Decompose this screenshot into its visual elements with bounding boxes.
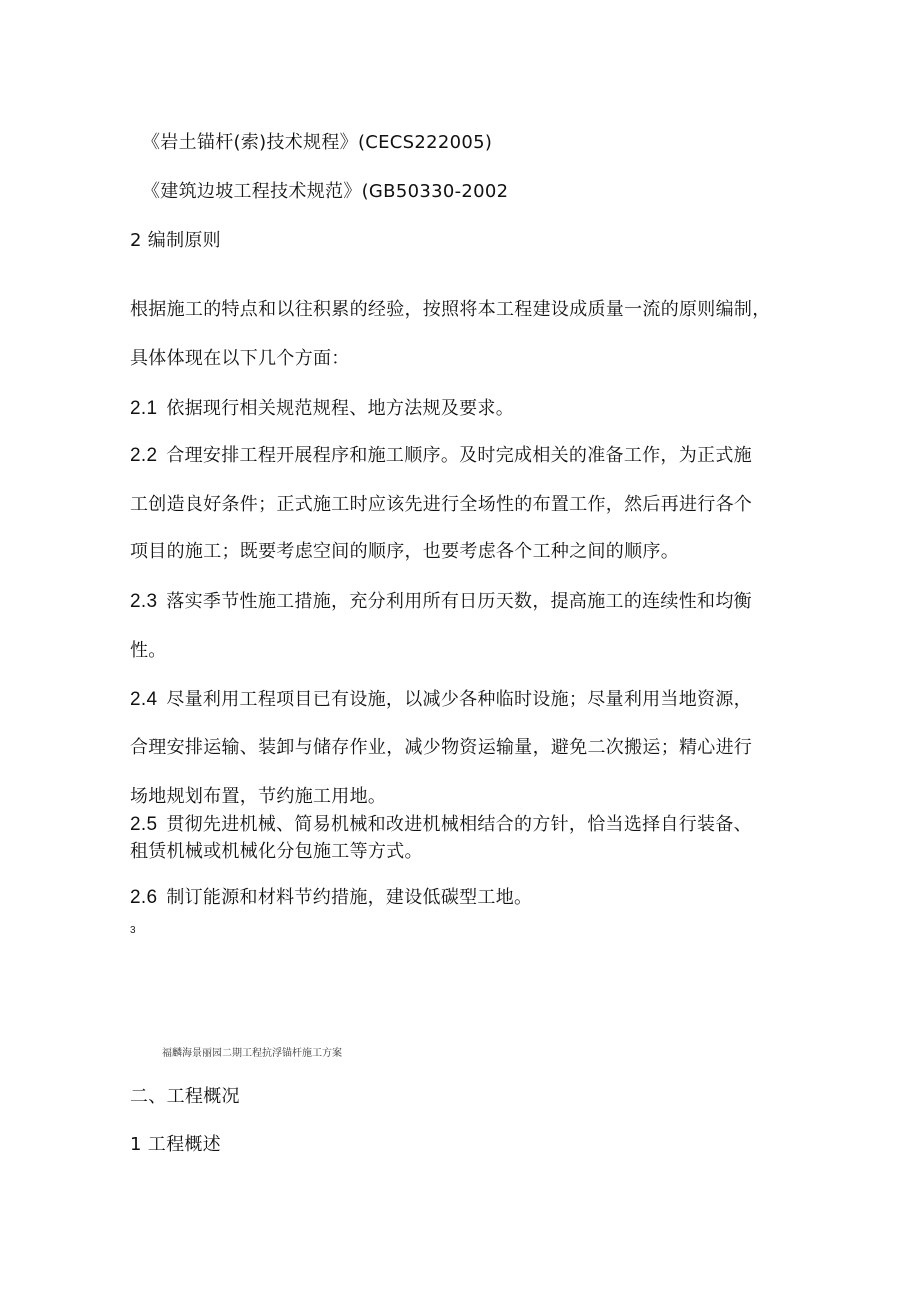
paragraph-line: 租赁机械或机械化分包施工等方式。 bbox=[130, 841, 423, 862]
chapter-heading: 二、工程概况 bbox=[130, 1086, 240, 1107]
item-text: 贯彻先进机械、简易机械和改进机械相结合的方针，恰当选择自行装备、 bbox=[166, 814, 752, 835]
paragraph-line: 项目的施工；既要考虑空间的顺序，也要考虑各个工种之间的顺序。 bbox=[130, 541, 679, 562]
reference-line: 《岩土锚杆(索)技术规程》(CECS222005) bbox=[142, 132, 493, 153]
paragraph-line: 根据施工的特点和以往积累的经验，按照将本工程建设成质量一流的原则编制， bbox=[130, 299, 771, 320]
list-item bbox=[130, 444, 752, 468]
item-number: 2.1 bbox=[130, 398, 158, 419]
item-number: 2.2 bbox=[130, 445, 158, 466]
paragraph-line: 性。 bbox=[130, 640, 167, 661]
item-number: 2.5 bbox=[130, 814, 158, 835]
paragraph-line: 场地规划布置，节约施工用地。 bbox=[130, 786, 387, 807]
item-text: 依据现行相关规范规程、地方法规及要求。 bbox=[166, 398, 515, 419]
item-text: 尽量利用工程项目已有设施，以减少各种临时设施；尽量利用当地资源， bbox=[166, 689, 752, 710]
item-text: 落实季节性施工措施，充分利用所有日历天数，提高施工的连续性和均衡 bbox=[166, 591, 752, 612]
item-number: 2.4 bbox=[130, 689, 158, 710]
list-item bbox=[130, 813, 752, 837]
list-item bbox=[130, 688, 752, 712]
list-item bbox=[130, 397, 514, 421]
page-number: 3 bbox=[130, 925, 136, 936]
section-heading: 2 编制原则 bbox=[130, 230, 221, 251]
section-heading: 1 工程概述 bbox=[130, 1134, 221, 1155]
reference-line: 《建筑边坡工程技术规范》(GB50330-2002 bbox=[142, 181, 509, 202]
item-text: 制订能源和材料节约措施，建设低碳型工地。 bbox=[166, 887, 533, 908]
list-item bbox=[130, 590, 752, 614]
running-header: 福麟海景丽园二期工程抗浮锚杆施工方案 bbox=[162, 1048, 342, 1059]
list-item bbox=[130, 886, 532, 910]
paragraph-line: 具体体现在以下几个方面： bbox=[130, 348, 350, 369]
paragraph-line: 合理安排运输、装卸与储存作业，减少物资运输量，避免二次搬运；精心进行 bbox=[130, 737, 753, 758]
item-text: 合理安排工程开展程序和施工顺序。及时完成相关的准备工作，为正式施 bbox=[166, 445, 752, 466]
paragraph-line: 工创造良好条件；正式施工时应该先进行全场性的布置工作，然后再进行各个 bbox=[130, 494, 753, 515]
item-number: 2.6 bbox=[130, 887, 158, 908]
item-number: 2.3 bbox=[130, 591, 158, 612]
